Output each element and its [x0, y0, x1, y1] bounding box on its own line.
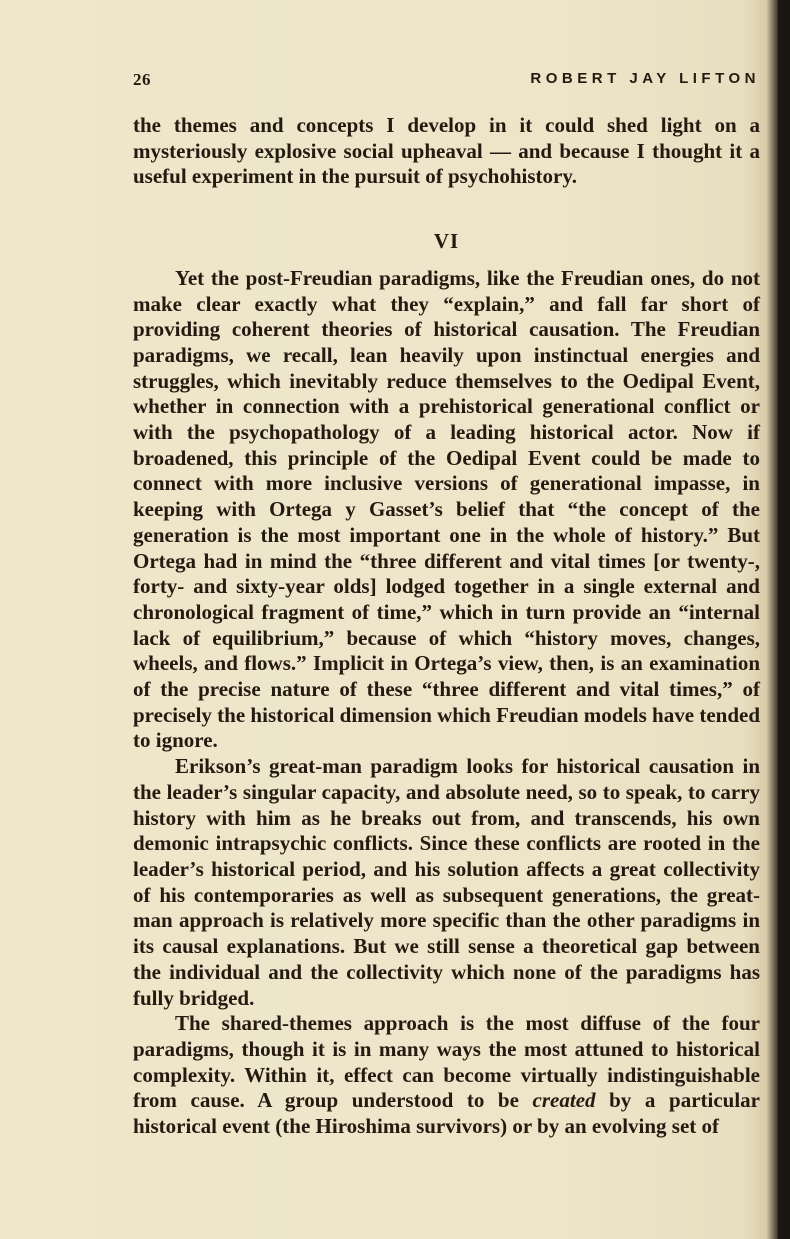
body-text: [133, 113, 760, 1140]
section-heading: VI: [433, 229, 460, 254]
italic-word: created: [532, 1088, 596, 1113]
paragraph-text-segment: by a particular historical event (the Hiroshima survivors) or by an evolving set of: [133, 1088, 760, 1139]
paragraph-great-man-paradigm: Erikson’s great-man paradigm looks for historical causation in the leader’s singular capacity, and absolute need, so to speak, to carry history with him as he breaks out from, and transcends, his own demonic intrapsychic conflicts. Since these conflicts are rooted in the leader’s historical period, and his solution affects a great collectivity of his contemporaries as well as subsequent generations, the great-man approach is relatively more specific than the other paradigms in its causal explanations. But we still sense a theoretical gap between the individual and the collectivity which none of the paradigms has fully bridged.: [133, 754, 760, 1010]
page-number: 26: [133, 70, 151, 89]
paragraph-text-segment: The shared-themes approach is the most diffuse of the four paradigms, though it is in many ways the most attuned to historical complexity. Within it, effect can become virtually indistinguishable from cause. A group understood to be: [133, 1011, 760, 1113]
paragraph-continuation: the themes and concepts I develop in it could shed light on a mysteriously explosive social upheaval — and because I thought it a useful experiment in the pursuit of psychohistory.: [133, 113, 760, 189]
running-title: ROBERT JAY LIFTON: [530, 70, 760, 87]
paragraph-post-freudian-paradigms: Yet the post-Freudian paradigms, like the Freudian ones, do not make clear exactly what they “explain,” and fall far short of providing coherent theories of historical causation. The Freudian paradigms, we recall, lean heavily upon instinctual energies and struggles, which inevitably reduce themselves to the Oedipal Event, whether in connection with a prehistorical generational conflict or with the psychopathology of a leading historical actor. Now if broadened, this principle of the Oedipal Event could be made to connect with more inclusive versions of generational impasse, in keeping with Ortega y Gasset’s belief that “the concept of the generation is the most important one in the whole of history.” But Ortega had in mind the “three different and vital times [or twenty-, forty- and sixty-year olds] lodged together in a single external and chronological fragment of time,” which in turn provide an “internal lack of equilibrium,” because of which “history moves, changes, wheels, and flows.” Implicit in Ortega’s view, then, is an examination of the precise nature of these “three different and vital times,” of precisely the historical dimension which Freudian models have tended to ignore.: [133, 265, 760, 753]
binding-edge-shadow: [778, 0, 790, 1239]
paragraph-shared-themes: [133, 1011, 760, 1140]
running-head: [133, 66, 760, 96]
